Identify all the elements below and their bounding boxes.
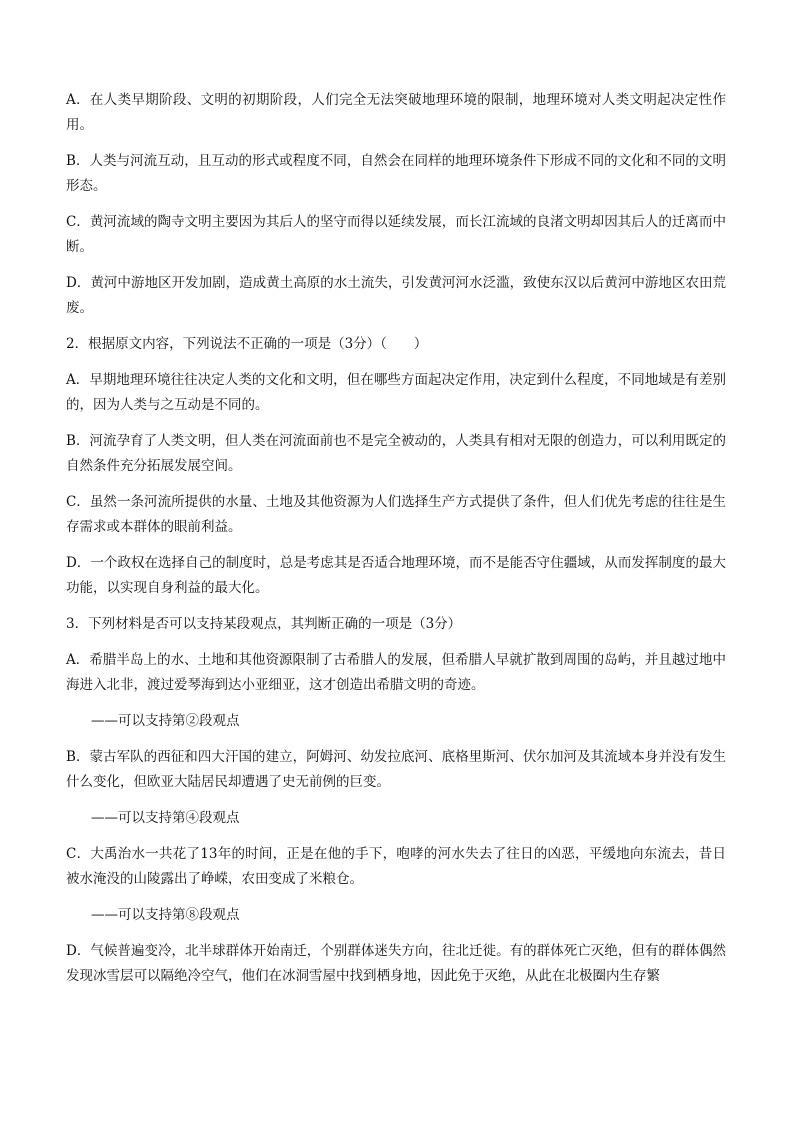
q3-stem: 3．下列材料是否可以支持某段观点，其判断正确的一项是（3分）	[66, 616, 462, 632]
q2-option-c: C．虽然一条河流所提供的水量、土地及其他资源为人们选择生产方式提供了条件，但人们优先考虑的往往是生存需求或本群体的眼前利益。	[66, 494, 726, 535]
q3-option-b: B．蒙古军队的西征和四大汗国的建立，阿姆河、幼发拉底河、底格里斯河、伏尔加河及其流域本身并没有发生什么变化，但欧亚大陆居民却遭遇了史无前例的巨变。	[66, 749, 726, 790]
q3-option-a-note: ——可以支持第②段观点	[91, 713, 240, 729]
q2-option-a: A．早期地理环境往往决定人类的文化和文明，但在哪些方面起决定作用，决定到什么程度，不同地域是有差别的，因为人类与之互动是不同的。	[66, 372, 726, 413]
q1-option-a: A．在人类早期阶段、文明的初期阶段，人们完全无法突破地理环境的限制，地理环境对人类文明起决定性作用。	[66, 92, 726, 133]
q2-option-b: B．河流孕育了人类文明，但人类在河流面前也不是完全被动的，人类具有相对无限的创造力，可以利用既定的自然条件充分拓展发展空间。	[66, 433, 726, 474]
q1-option-b: B．人类与河流互动，且互动的形式或程度不同，自然会在同样的地理环境条件下形成不同的文化和不同的文明形态。	[66, 153, 726, 194]
exam-page-body	[66, 88, 726, 1000]
q1-option-d: D．黄河中游地区开发加剧，造成黄土高原的水土流失，引发黄河河水泛滥，致使东汉以后黄河中游地区农田荒废。	[66, 275, 726, 316]
q1-option-c: C．黄河流域的陶寺文明主要因为其后人的坚守而得以延续发展，而长江流域的良渚文明却因其后人的迁离而中断。	[66, 214, 726, 255]
q3-option-b-note: ——可以支持第④段观点	[91, 810, 240, 826]
q3-option-a: A．希腊半岛上的水、土地和其他资源限制了古希腊人的发展，但希腊人早就扩散到周围的岛屿，并且越过地中海进入北非，渡过爱琴海到达小亚细亚，这才创造出希腊文明的奇迹。	[66, 652, 726, 693]
q2-option-d: D．一个政权在选择自己的制度时，总是考虑其是否适合地理环境，而不是能否守住疆域，从而发挥制度的最大功能，以实现自身利益的最大化。	[66, 555, 726, 596]
q2-stem: 2．根据原文内容，下列说法不正确的一项是（3分）（ ）	[66, 336, 428, 352]
q3-option-c-note: ——可以支持第⑧段观点	[91, 907, 240, 923]
q3-option-c: C．大禹治水一共花了13年的时间，正是在他的手下，咆哮的河水失去了往日的凶恶，平缓地向东流去，昔日被水淹没的山陵露出了峥嵘，农田变成了米粮仓。	[66, 846, 726, 887]
q3-option-d: D．气候普遍变冷，北半球群体开始南迁，个别群体迷失方向，往北迁徙。有的群体死亡灭绝，但有的群体偶然发现冰雪层可以隔绝冷空气，他们在冰洞雪屋中找到栖身地，因此免于灭绝，从此在北极圈内生存繁	[66, 943, 726, 984]
